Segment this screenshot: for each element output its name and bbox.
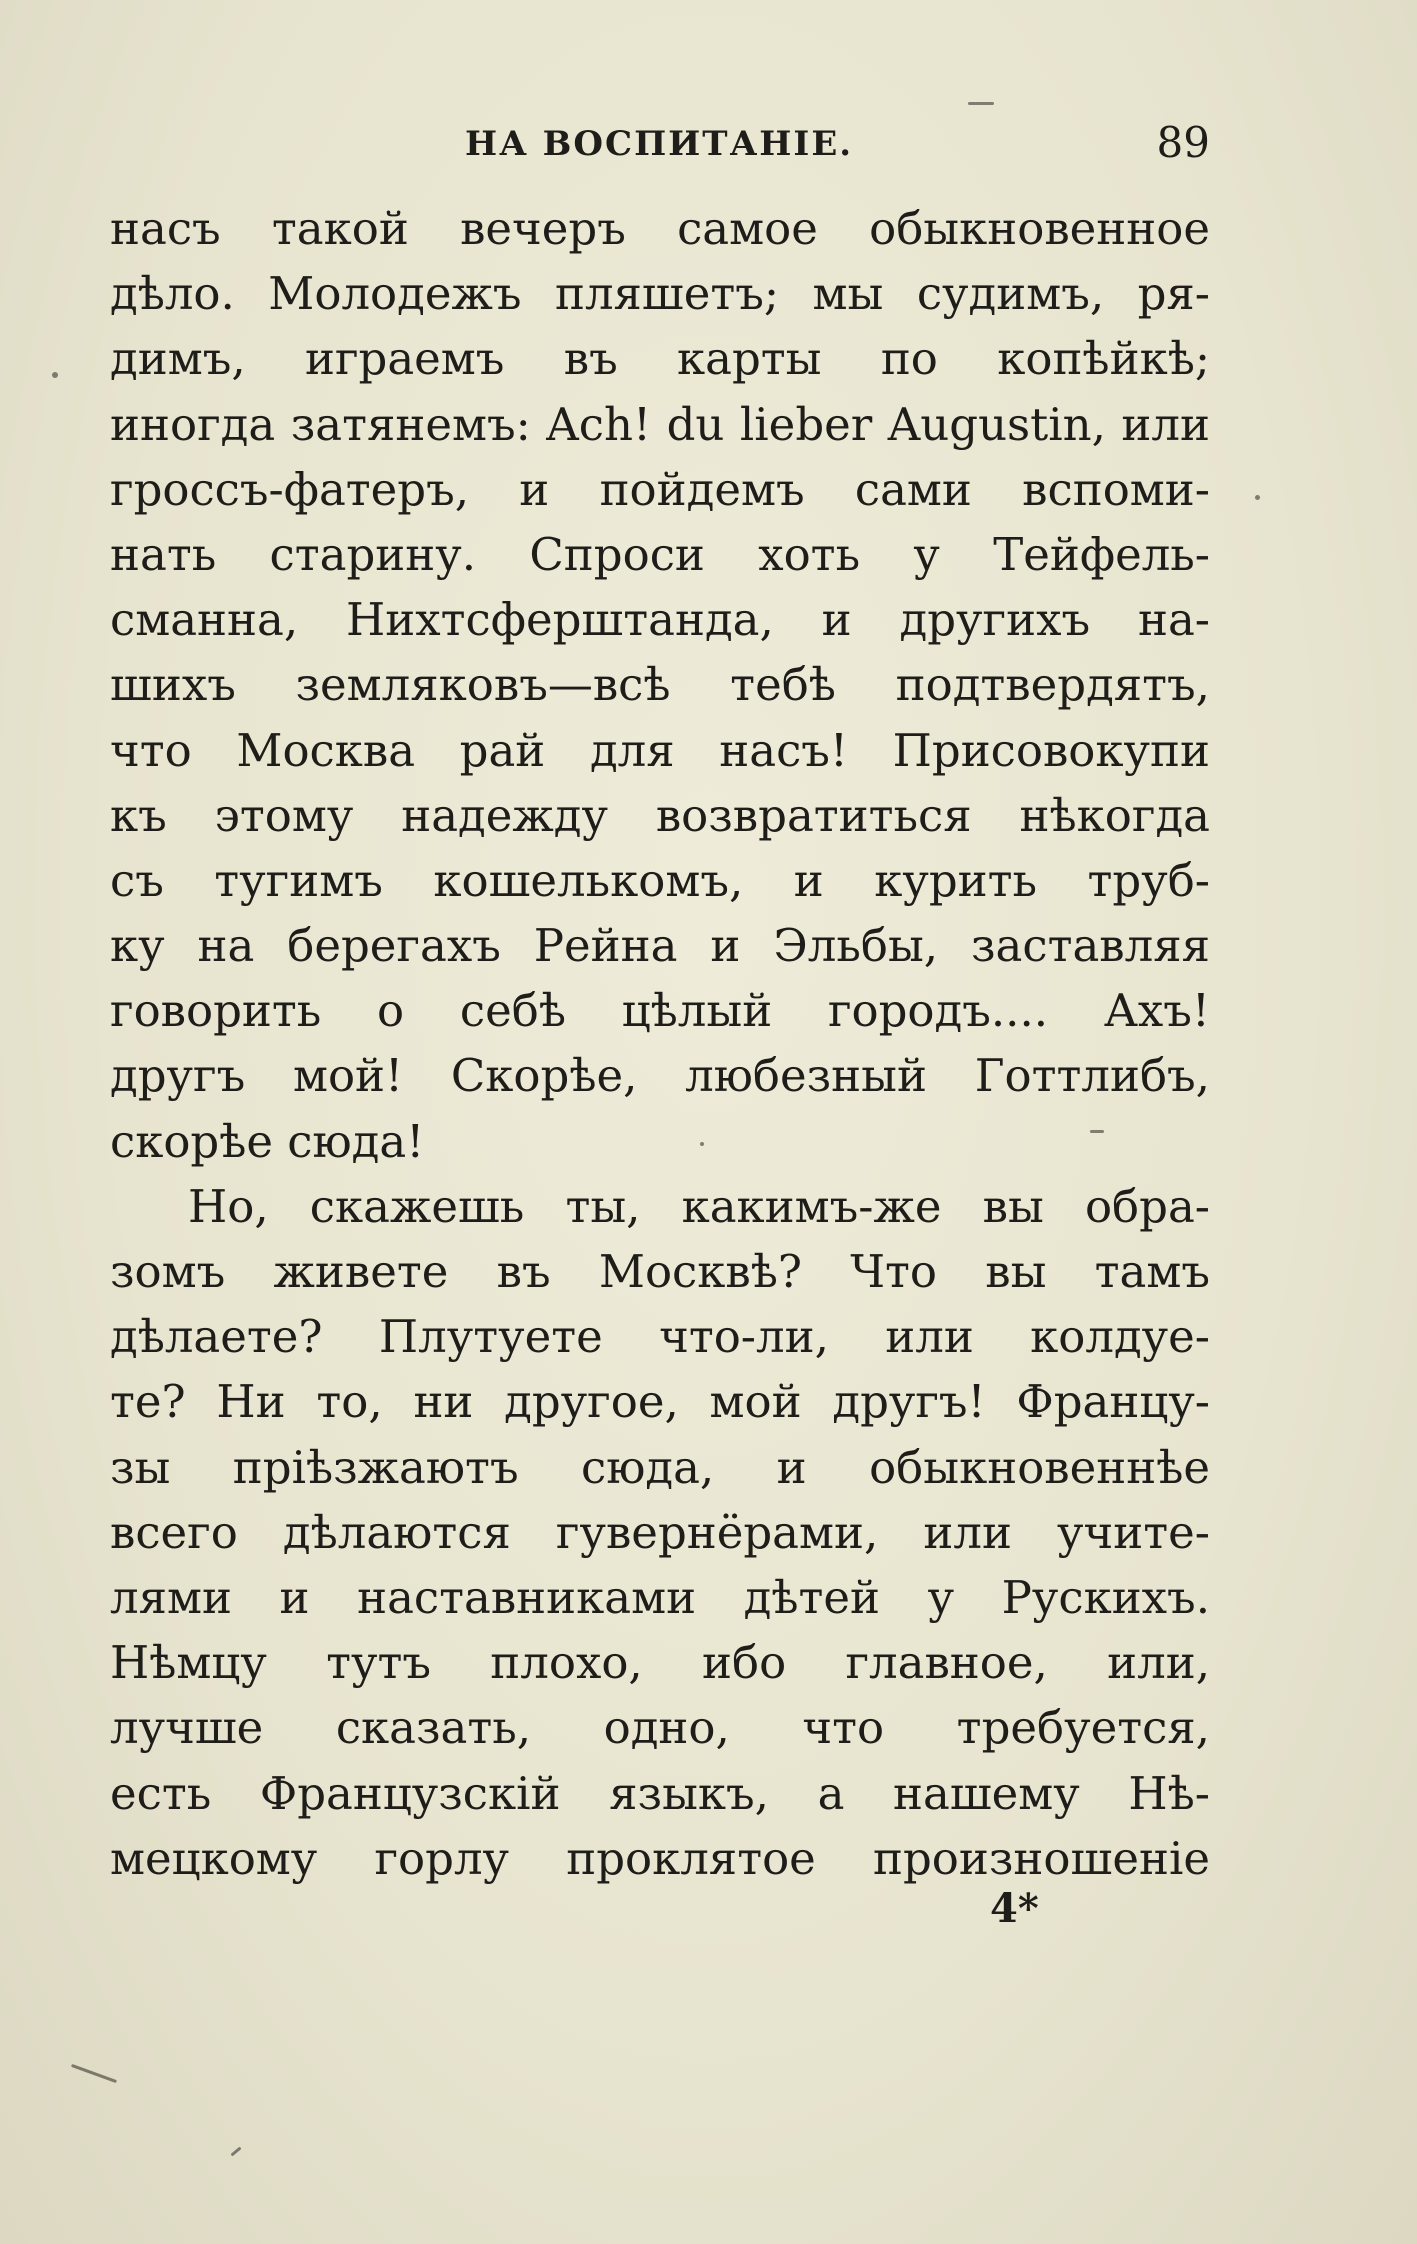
paper-speck [52,372,58,378]
paper-speck [968,102,994,105]
text-line: дѣло. Молодежъ пляшетъ; мы судимъ, ря- [110,267,1210,321]
text-line: лучше сказать, одно, что требуется, [110,1701,1210,1755]
text-line: зы пріѣзжаютъ сюда, и обыкновеннѣе [110,1440,1210,1494]
text-line: лями и наставниками дѣтей у Рускихъ. [110,1570,1210,1624]
text-line: есть Французскій языкъ, а нашему Нѣ- [110,1766,1210,1820]
paper-speck [1090,1130,1104,1133]
text-line: Нѣмцу тутъ плохо, ибо главное, или, [110,1636,1210,1690]
signature-mark: 4* [990,1885,1039,1932]
text-line: насъ такой вечеръ самое обыкновенное [110,202,1210,255]
text-line: иногда затянемъ: Ach! du lieber Augustin, или [110,397,1210,451]
page-number: 89 [1156,118,1210,167]
paper-speck [71,2064,117,2083]
text-line: другъ мой! Скорѣе, любезный Готтлибъ, [110,1049,1210,1103]
text-line: съ тугимъ кошелькомъ, и курить труб- [110,853,1210,907]
text-line: Но, скажешь ты, какимъ-же вы обра- [188,1179,1210,1233]
paper-speck [700,1142,704,1146]
text-line: всего дѣлаются гувернёрами, или учите- [110,1505,1210,1559]
text-line: те? Ни то, ни другое, мой другъ! Францу- [110,1375,1210,1429]
body-text [110,196,1210,1891]
text-line: что Москва рай для насъ! Присовокупи [110,723,1210,777]
text-line: говорить о себѣ цѣлый городъ.... Ахъ! [110,984,1210,1038]
text-line: димъ, играемъ въ карты по копѣйкѣ; [110,332,1210,386]
text-line: ку на берегахъ Рейна и Эльбы, заставляя [110,919,1210,973]
text-line: сманна, Нихтсферштанда, и другихъ на- [110,593,1210,647]
text-line: гроссъ-фатеръ, и пойдемъ сами вспоми- [110,462,1210,516]
text-line: нать старину. Спроси хоть у Тейфель- [110,527,1210,581]
running-title: НА ВОСПИТАНІЕ. [465,124,854,164]
text-line: шихъ земляковъ—всѣ тебѣ подтвердятъ, [110,658,1210,712]
paper-speck [230,2146,241,2156]
text-line: дѣлаете? Плутуете что-ли, или колдуе- [110,1310,1210,1364]
text-line: зомъ живете въ Москвѣ? Что вы тамъ [110,1245,1210,1298]
running-head [110,118,1210,178]
text-line: мецкому горлу проклятое произношеніе [110,1831,1210,1885]
text-line: скорѣе сюда! [110,1114,425,1168]
text-line: къ этому надежду возвратиться нѣкогда [110,788,1210,842]
paper-speck [1255,495,1260,500]
